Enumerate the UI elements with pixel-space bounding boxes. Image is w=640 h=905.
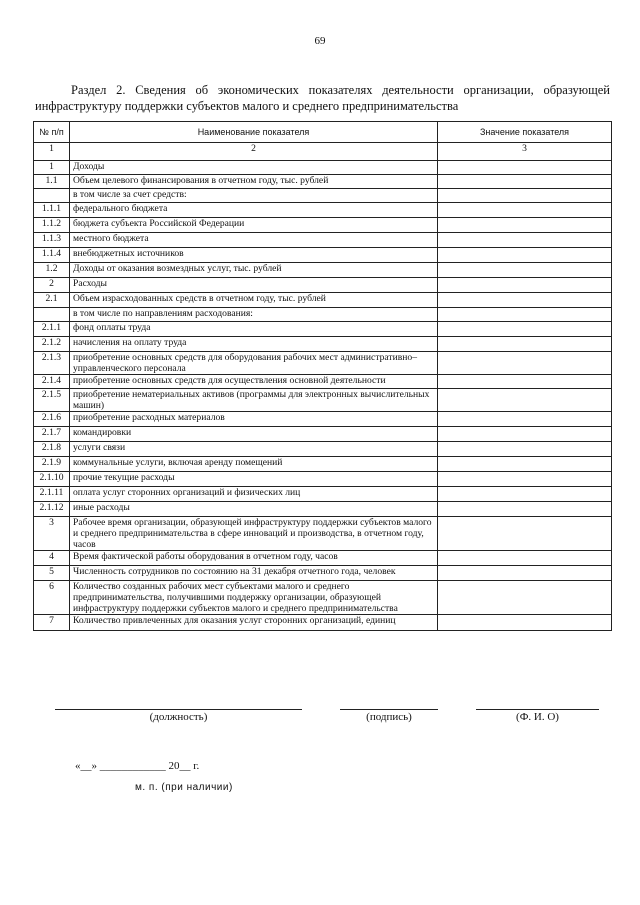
row-indicator-name: приобретение расходных материалов xyxy=(70,412,438,427)
row-indicator-name: Доходы xyxy=(70,161,438,175)
row-indicator-value[interactable] xyxy=(438,487,612,502)
table-row xyxy=(34,233,612,248)
name-line[interactable] xyxy=(476,709,599,710)
row-number: 2.1.8 xyxy=(34,442,70,457)
row-indicator-value[interactable] xyxy=(438,203,612,218)
row-number: 7 xyxy=(34,615,70,631)
row-indicator-value[interactable] xyxy=(438,412,612,427)
column-number-1: 1 xyxy=(34,143,70,161)
row-number: 5 xyxy=(34,566,70,581)
row-indicator-name: командировки xyxy=(70,427,438,442)
row-indicator-value[interactable] xyxy=(438,337,612,352)
row-indicator-value[interactable] xyxy=(438,375,612,389)
row-number: 3 xyxy=(34,517,70,551)
row-indicator-name: Расходы xyxy=(70,278,438,293)
row-number: 1.1.4 xyxy=(34,248,70,263)
row-number: 1.2 xyxy=(34,263,70,278)
column-number-row xyxy=(34,143,612,161)
row-number: 2.1.9 xyxy=(34,457,70,472)
row-indicator-value[interactable] xyxy=(438,517,612,551)
table-row xyxy=(34,412,612,427)
column-number-3: 3 xyxy=(438,143,612,161)
table-row xyxy=(34,278,612,293)
row-indicator-value[interactable] xyxy=(438,427,612,442)
row-indicator-name: Численность сотрудников по состоянию на 31 декабря отчетного года, человек xyxy=(70,566,438,581)
row-number: 2.1.5 xyxy=(34,389,70,412)
table-row xyxy=(34,457,612,472)
table-row xyxy=(34,389,612,412)
row-indicator-value[interactable] xyxy=(438,457,612,472)
row-indicator-name: в том числе по направлениям расходования: xyxy=(70,308,438,322)
row-number: 1.1.1 xyxy=(34,203,70,218)
column-number-2: 2 xyxy=(70,143,438,161)
row-indicator-value[interactable] xyxy=(438,263,612,278)
header-number: № п/п xyxy=(34,122,70,143)
row-indicator-name: приобретение основных средств для осуществления основной деятельности xyxy=(70,375,438,389)
row-number: 2.1.1 xyxy=(34,322,70,337)
row-indicator-name: местного бюджета xyxy=(70,233,438,248)
row-number: 1.1.2 xyxy=(34,218,70,233)
row-indicator-name: Время фактической работы оборудования в отчетном году, часов xyxy=(70,551,438,566)
position-line[interactable] xyxy=(55,709,302,710)
header-indicator-name: Наименование показателя xyxy=(70,122,438,143)
row-indicator-name: услуги связи xyxy=(70,442,438,457)
row-number: 2.1.3 xyxy=(34,352,70,375)
name-label: (Ф. И. О) xyxy=(516,711,559,723)
row-indicator-name: Количество созданных рабочих мест субъектами малого и среднего предпринимательства, получившими поддержку организации, образующей инфраструктуру поддержки субъектов малого и среднего предпринимательства xyxy=(70,581,438,615)
table-row xyxy=(34,375,612,389)
table-row xyxy=(34,472,612,487)
row-number: 1.1.3 xyxy=(34,233,70,248)
row-indicator-value[interactable] xyxy=(438,248,612,263)
stamp-note: м. п. (при наличии) xyxy=(135,782,233,793)
row-indicator-name: Объем целевого финансирования в отчетном году, тыс. рублей xyxy=(70,175,438,189)
table-row xyxy=(34,203,612,218)
row-indicator-name: приобретение основных средств для оборудования рабочих мест административно–управленческого персонала xyxy=(70,352,438,375)
signature-label: (подпись) xyxy=(366,711,412,723)
row-indicator-name: приобретение нематериальных активов (программы для электронных вычислительных машин) xyxy=(70,389,438,412)
table-row xyxy=(34,615,612,631)
row-number: 2.1.10 xyxy=(34,472,70,487)
row-indicator-name: федерального бюджета xyxy=(70,203,438,218)
row-indicator-value[interactable] xyxy=(438,218,612,233)
signature-line[interactable] xyxy=(340,709,438,710)
table-row xyxy=(34,161,612,175)
row-number: 4 xyxy=(34,551,70,566)
table-row xyxy=(34,566,612,581)
row-indicator-value[interactable] xyxy=(438,161,612,175)
table-row xyxy=(34,352,612,375)
row-indicator-value[interactable] xyxy=(438,175,612,189)
row-indicator-value[interactable] xyxy=(438,293,612,308)
row-indicator-name: Объем израсходованных средств в отчетном году, тыс. рублей xyxy=(70,293,438,308)
table-row xyxy=(34,175,612,189)
row-indicator-value[interactable] xyxy=(438,389,612,412)
row-indicator-value[interactable] xyxy=(438,566,612,581)
row-number: 2.1.6 xyxy=(34,412,70,427)
table-row xyxy=(34,517,612,551)
row-indicator-value[interactable] xyxy=(438,308,612,322)
row-indicator-value[interactable] xyxy=(438,233,612,248)
row-indicator-value[interactable] xyxy=(438,352,612,375)
row-number: 2.1 xyxy=(34,293,70,308)
row-number: 2.1.12 xyxy=(34,502,70,517)
row-indicator-value[interactable] xyxy=(438,472,612,487)
table-row xyxy=(34,442,612,457)
table-row xyxy=(34,551,612,566)
row-indicator-name: Рабочее время организации, образующей инфраструктуру поддержки субъектов малого и среднего предпринимательства в сфере инноваций и производства, в отчетном году, часов xyxy=(70,517,438,551)
row-indicator-name: оплата услуг сторонних организаций и физических лиц xyxy=(70,487,438,502)
row-indicator-name: в том числе за счет средств: xyxy=(70,189,438,203)
table-row xyxy=(34,218,612,233)
table-header-row xyxy=(34,122,612,143)
row-number: 2.1.11 xyxy=(34,487,70,502)
page-number: 69 xyxy=(314,35,326,47)
row-indicator-name: прочие текущие расходы xyxy=(70,472,438,487)
table-row xyxy=(34,263,612,278)
row-number xyxy=(34,189,70,203)
row-indicator-value[interactable] xyxy=(438,502,612,517)
table-row xyxy=(34,189,612,203)
row-indicator-name: Количество привлеченных для оказания услуг сторонних организаций, единиц xyxy=(70,615,438,631)
row-indicator-value[interactable] xyxy=(438,322,612,337)
row-number: 1 xyxy=(34,161,70,175)
row-indicator-value[interactable] xyxy=(438,551,612,566)
table-row xyxy=(34,337,612,352)
row-indicator-name: фонд оплаты труда xyxy=(70,322,438,337)
date-line[interactable]: «__» ____________ 20__ г. xyxy=(75,760,200,772)
row-indicator-name: иные расходы xyxy=(70,502,438,517)
table-row xyxy=(34,322,612,337)
row-indicator-value[interactable] xyxy=(438,581,612,615)
table-row xyxy=(34,427,612,442)
row-indicator-value[interactable] xyxy=(438,278,612,293)
row-indicator-name: коммунальные услуги, включая аренду помещений xyxy=(70,457,438,472)
indicators-table xyxy=(33,121,612,631)
row-number: 1.1 xyxy=(34,175,70,189)
table-row xyxy=(34,502,612,517)
row-indicator-value[interactable] xyxy=(438,615,612,631)
row-indicator-name: начисления на оплату труда xyxy=(70,337,438,352)
row-number: 6 xyxy=(34,581,70,615)
row-indicator-value[interactable] xyxy=(438,442,612,457)
position-label: (должность) xyxy=(149,711,208,723)
table-row xyxy=(34,248,612,263)
table-row xyxy=(34,293,612,308)
table-row xyxy=(34,581,612,615)
header-indicator-value: Значение показателя xyxy=(438,122,612,143)
row-indicator-name: бюджета субъекта Российской Федерации xyxy=(70,218,438,233)
row-number: 2.1.4 xyxy=(34,375,70,389)
table-row xyxy=(34,487,612,502)
table-row xyxy=(34,308,612,322)
row-indicator-name: внебюджетных источников xyxy=(70,248,438,263)
row-number xyxy=(34,308,70,322)
section-heading: Раздел 2. Сведения об экономических показателях деятельности организации, образующей инфраструктуру поддержки субъектов малого и среднего предпринимательства xyxy=(35,83,610,113)
row-number: 2.1.2 xyxy=(34,337,70,352)
row-indicator-value[interactable] xyxy=(438,189,612,203)
row-indicator-name: Доходы от оказания возмездных услуг, тыс. рублей xyxy=(70,263,438,278)
row-number: 2 xyxy=(34,278,70,293)
row-number: 2.1.7 xyxy=(34,427,70,442)
